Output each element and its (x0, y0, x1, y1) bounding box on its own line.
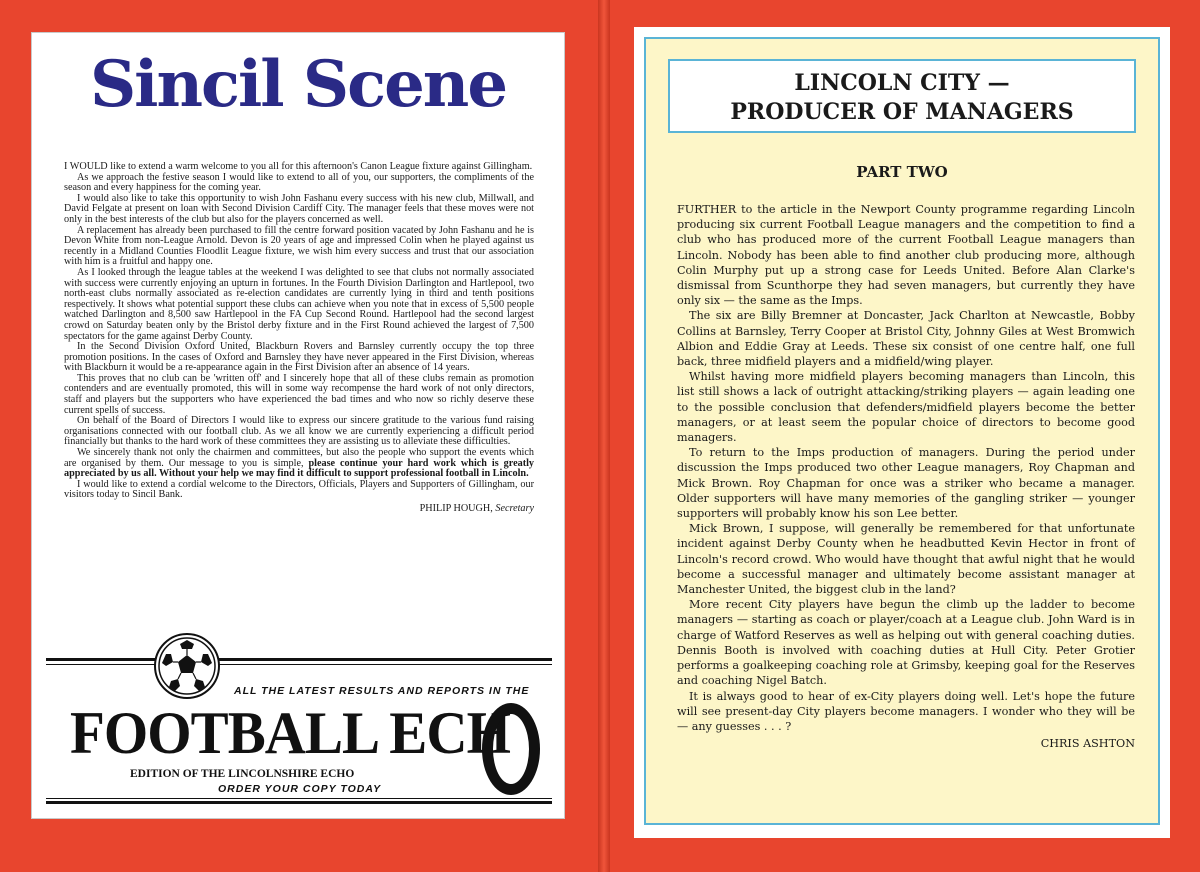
ad-order: ORDER YOUR COPY TODAY (218, 783, 382, 795)
masthead-title: Sincil Scene (89, 47, 507, 122)
ad-rule (46, 801, 552, 804)
right-paragraph: Mick Brown, I suppose, will generally be remembered for that unfortunate incident against Derby County when he headbutted Kevin Hector in front of Lincoln's record crowd. Who would have thought that awful night that he would become a successful manager and ultimately become assistant manager at Manchester United, the biggest club in the land? (677, 522, 1135, 597)
left-paragraph: In the Second Division Oxford United, Blackburn Rovers and Barnsley currently occupy the top three promotion positions. In the cases of Oxford and Barnsley they have never appeared in the First Division, whereas with Blackburn it would be a re-appearance again in the First Division after an absence of 14 years. (64, 341, 534, 374)
left-paragraph: This proves that no club can be 'written off' and I sincerely hope that all of these clubs remain as promotion contenders and are eventually promoted, this will in some way recompense the hard work of not only directors, staff and players but the supporters who have experienced the bad times and who now so richly deserve these current spells of success. (64, 372, 534, 416)
football-icon (154, 633, 220, 699)
right-paragraph: It is always good to hear of ex-City players doing well. Let's hope the future will see present-day City players become managers. I wonder who they will be — any guesses . . . ? (677, 689, 1135, 733)
signature-name: PHILIP HOUGH, (419, 503, 496, 514)
right-paragraph: More recent City players have begun the climb up the ladder to become managers — starting as coach or player/coach at a League club. John Ward is in charge of Watford Reserves as well as helping out with general coaching duties. Dennis Booth is involved with coaching duties at Hull City. Peter Grotier performs a goalkeeping coaching role at Grimsby, keeping goal for the Reserves and coaching Nigel Batch. (677, 598, 1135, 688)
right-paragraph: FURTHER to the article in the Newport County programme regarding Lincoln producing six current Football League managers and the competition to find a club who has produced more of the current Football League managers than Lincoln. Nobody has been able to find another club producing more, although Colin Murphy put up a strong case for Leeds United. Before Alan Clarke's dismissal from Scunthorpe they had seven managers, but currently they have only six — the same as the Imps. (677, 203, 1135, 308)
left-paragraph (64, 448, 534, 480)
title-box (668, 59, 1136, 133)
football-echo-ad (46, 631, 552, 811)
right-article (677, 202, 1135, 751)
left-paragraph: On behalf of the Board of Directors I would like to express our sincere gratitude to the various fund raising organisations connected with our football club. As we all know we are currently experiencing a difficult period financially but thanks to the hard work of these committees they are assisting us to alleviate these difficulties. (64, 415, 534, 448)
right-page (634, 27, 1170, 838)
left-paragraph: A replacement has already been purchased to fill the centre forward position vacated by John Fashanu and he is Devon White from non-League Arnold. Devon is 20 years of age and impressed Colin when he played against us recently in a Midland Counties Floodlit League fixture, we wish him every success and trust that our association with him is a fruitful and happy one. (64, 224, 534, 268)
ad-rule (46, 798, 552, 799)
article-author: CHRIS ASHTON (1040, 737, 1135, 751)
spine-fold (598, 0, 610, 872)
ad-rule (46, 664, 552, 665)
right-paragraph: The six are Billy Bremner at Doncaster, Jack Charlton at Newcastle, Bobby Collins at Barnsley, Terry Cooper at Bristol City, Johnny Giles at West Bromwich Albion and Eddie Gray at Leeds. These six consist of one centre half, one full back, three midfield players and a midfield/wing player. (677, 309, 1135, 369)
left-paragraph-text: We sincerely thank not only the chairmen and committees, but also the people who support the events which are organised by them. Our message to you is simple, (64, 447, 534, 469)
right-page-panel (644, 37, 1160, 825)
left-paragraph: As I looked through the league tables at the weekend I was delighted to see that clubs not normally associated with success were currently enjoying an upturn in fortunes. In the Fourth Division Darlington and Hartlepool, two north-east clubs normally associated as re-election candidates are currently lying in third and tenth positions respectively. It shows what potential support these clubs can achieve when you note that in excess of 5,500 people watched Darlington and 8,500 saw Hartlepool in the FA Cup Second Round. Hartlepool had the second largest crowd on Saturday beaten only by the Bristol derby fixture and in the First Round achieved the largest of 7,500 spectators for the game against Derby County. (64, 266, 534, 342)
ad-tagline: ALL THE LATEST RESULTS AND REPORTS IN THE (234, 685, 530, 697)
article-title-line2: PRODUCER OF MANAGERS (730, 99, 1074, 125)
article-subtitle: PART TWO (856, 163, 948, 181)
ad-title: FOOTBALL ECH (70, 700, 510, 766)
right-paragraph: Whilst having more midfield players becoming managers than Lincoln, this list still shows a lack of outright attacking/striking players — again leading one to the possible conclusion that defenders/midfield players become the better managers, or at least seem the popular choice of directors to become good managers. (677, 370, 1135, 445)
signature-role: Secretary (495, 503, 534, 514)
signature (64, 504, 534, 515)
left-article (64, 162, 534, 515)
ad-rule (46, 658, 552, 661)
left-paragraph: I WOULD like to extend a warm welcome to you all for this afternoon's Canon League fixture against Gillingham. (64, 161, 533, 172)
left-paragraph: I would like to extend a cordial welcome to the Directors, Officials, Players and Supporters of Gillingham, our visitors today to Sincil Bank. (64, 478, 534, 501)
ad-title-o-glyph (482, 703, 540, 795)
bold-message: please continue your hard work which is greatly appreciated by us all. Without your help we may find it difficult to support professional football in Lincoln. (64, 457, 535, 480)
right-paragraph: To return to the Imps production of managers. During the period under discussion the Imps produced two other League managers, Roy Chapman and Mick Brown. Roy Chapman for once was a striker who became a manager. Older supporters will have many memories of the gangling striker — younger supporters will probably know his son Lee better. (677, 446, 1135, 521)
left-paragraph: I would also like to take this opportunity to wish John Fashanu every success with his new club, Millwall, and David Felgate at present on loan with Second Division Cardiff City. The manager feels that these moves were not only in the best interests of the club but also for the players concerned as well. (64, 192, 534, 225)
left-paragraph: As we approach the festive season I would like to extend to all of you, our supporters, the compliments of the season and every happiness for the coming year. (64, 171, 534, 194)
ad-edition: EDITION OF THE LINCOLNSHIRE ECHO (130, 768, 355, 780)
left-page (31, 32, 565, 819)
article-title-line1: LINCOLN CITY — (794, 70, 1010, 96)
